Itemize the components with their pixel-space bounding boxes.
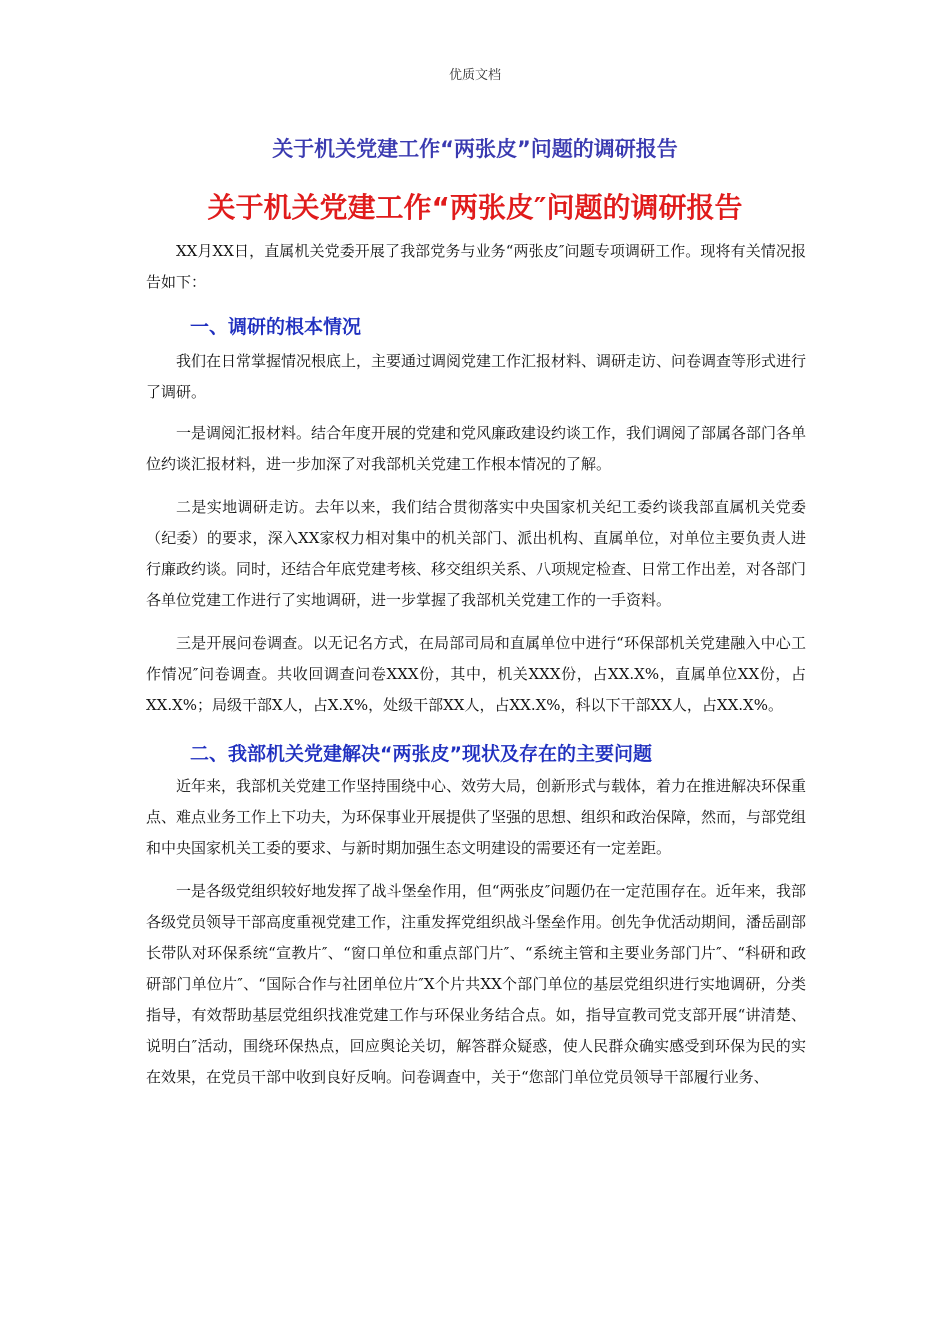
intro-paragraph: XX月XX日，直属机关党委开展了我部党务与业务“两张皮″问题专项调研工作。现将有关情况报告如下： xyxy=(146,242,806,291)
section1-paragraph-2: 一是调阅汇报材料。结合年度开展的党建和党风廉政建设约谈工作，我们调阅了部属各部门各单位约谈汇报材料，进一步加深了对我部机关党建工作根本情况的了解。 xyxy=(146,424,807,473)
section1-paragraph-4: 三是开展问卷调查。以无记名方式，在局部司局和直属单位中进行“环保部机关党建融入中心工作情况″问卷调查。共收回调查问卷XXX份，其中，机关XXX份，占XX.X%，直属单位XX份，占XX.X%；局级干部X人，占X.X%，处级干部XX人，占XX.X%，科以下干部XX人，占XX.X%。 xyxy=(146,634,806,714)
document-title-red: 关于机关党建工作“两张皮″问题的调研报告 xyxy=(207,191,743,224)
section1-heading: 一、调研的根本情况 xyxy=(190,316,362,338)
section1-paragraph-3: 二是实地调研走访。去年以来，我们结合贯彻落实中央国家机关纪工委约谈我部直属机关党委（纪委）的要求，深入XX家权力相对集中的机关部门、派出机构、直属单位，对单位主要负责人进行廉政约谈。同时，还结合年底党建考核、移交组织关系、八项规定检查、日常工作出差，对各部门各单位党建工作进行了实地调研，进一步掌握了我部机关党建工作的一手资料。 xyxy=(146,498,807,609)
document-body xyxy=(146,236,806,1093)
header-label: 优质文档 xyxy=(448,68,501,83)
section2-paragraph-1: 近年来，我部机关党建工作坚持围绕中心、效劳大局，创新形式与载体，着力在推进解决环保重点、难点业务工作上下功夫，为环保事业开展提供了坚强的思想、组织和政治保障，然而，与部党组和中央国家机关工委的要求、与新时期加强生态文明建设的需要还有一定差距。 xyxy=(146,777,807,857)
section2-paragraph-2: 一是各级党组织较好地发挥了战斗堡垒作用，但“两张皮″问题仍在一定范围存在。近年来，我部各级党员领导干部高度重视党建工作，注重发挥党组织战斗堡垒作用。创先争优活动期间，潘岳副部长带队对环保系统“宣教片″、“窗口单位和重点部门片″、“系统主管和主要业务部门片″、“科研和政研部门单位片″、“国际合作与社团单位片″X个片共XX个部门单位的基层党组织进行实地调研，分类指导，有效帮助基层党组织找准党建工作与环保业务结合点。如，指导宣教司党支部开展“讲清楚、说明白″活动，围绕环保热点，回应舆论关切，解答群众疑惑，使人民群众确实感受到环保为民的实在效果，在党员干部中收到良好反响。问卷调查中，关于“您部门单位党员领导干部履行业务、 xyxy=(146,882,807,1086)
section1-paragraph-1: 我们在日常掌握情况根底上，主要通过调阅党建工作汇报材料、调研走访、问卷调查等形式进行了调研。 xyxy=(146,352,807,401)
document-title-blue: 关于机关党建工作“两张皮”问题的调研报告 xyxy=(272,137,678,161)
section2-heading: 二、我部机关党建解决“两张皮”现状及存在的主要问题 xyxy=(190,743,652,765)
